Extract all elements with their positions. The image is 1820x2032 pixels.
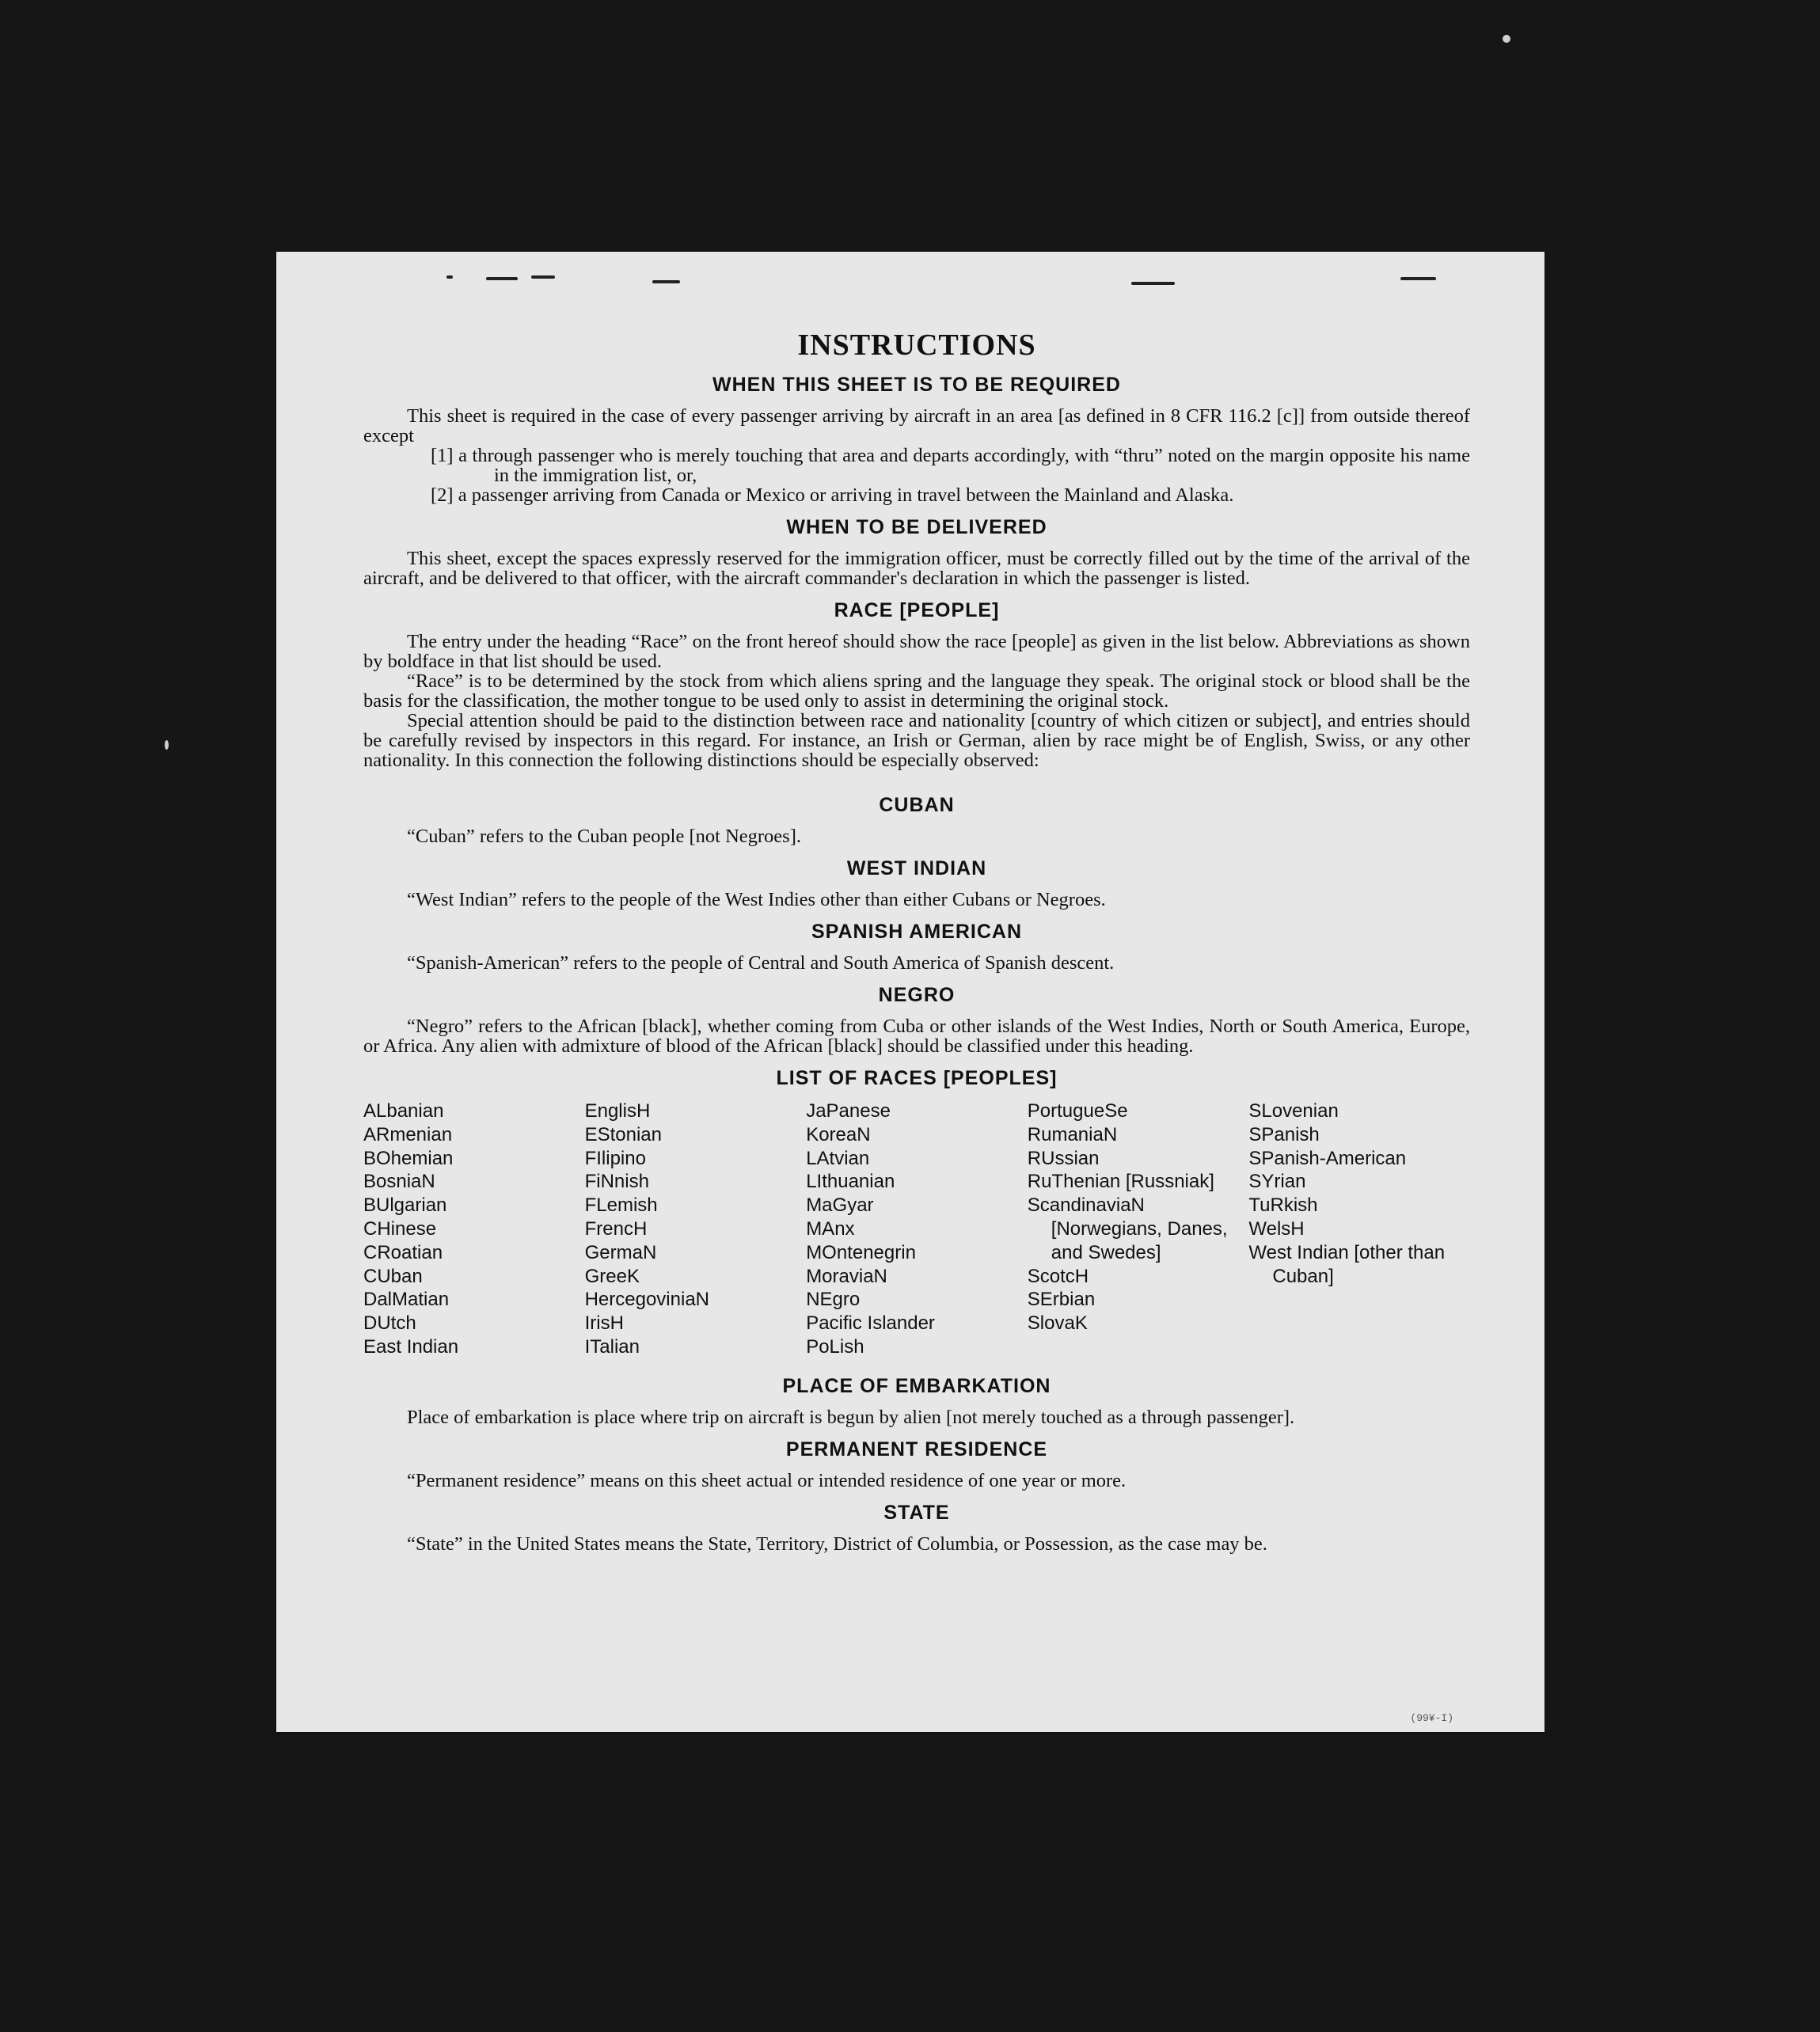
race-entry: BosniaN <box>363 1171 435 1193</box>
heading-permanent-residence: PERMANENT RESIDENCE <box>785 1438 1048 1460</box>
race-entry: LAtvian <box>806 1147 870 1169</box>
race-entry: FiNnish <box>584 1171 649 1193</box>
race-entry: NEgro <box>806 1289 861 1311</box>
embarkation-text: Place of embarkation is place where trip on aircraft is begun by alien [not merely touched as a through passenger]. <box>407 1406 1295 1428</box>
race-entry: RuThenian [Russniak] <box>1027 1171 1214 1193</box>
race-entry: EStonian <box>584 1123 662 1145</box>
exception-item-1: [1] a through passenger who is merely touching that area and departs accordingly, with “thru” noted on the margin opposite his name in the immigration list, or, <box>431 445 1470 486</box>
race-entry: PoLish <box>806 1335 864 1358</box>
race-entry: BOhemian <box>363 1147 454 1169</box>
race-entry: ARmenian <box>363 1123 453 1145</box>
cuban-text: “Cuban” refers to the Cuban people [not Negroes]. <box>407 826 801 847</box>
race-entry: IrisH <box>584 1312 624 1335</box>
scan-speck <box>1503 35 1510 43</box>
races-list <box>363 1100 1470 1359</box>
race-entry: CUban <box>363 1265 423 1287</box>
heading-race: RACE [PEOPLE] <box>834 599 1000 621</box>
document-content <box>363 328 1470 1554</box>
races-column <box>585 1100 807 1359</box>
exception-item-2: [2] a passenger arriving from Canada or Mexico or arriving in travel between the Mainland and Alaska. <box>431 484 1234 506</box>
race-entry: SYrian <box>1248 1171 1306 1193</box>
race-entry: SPanish <box>1248 1123 1320 1145</box>
race-entry: GreeK <box>584 1265 640 1287</box>
heading-state: STATE <box>883 1501 950 1524</box>
race-entry: HercegoviniaN <box>584 1289 709 1311</box>
negro-text: “Negro” refers to the African [black], whether coming from Cuba or other islands of the West Indies, North or South America, Europe, or Africa. Any alien with admixture of blood of the African [black] should be classified under this heading. <box>363 1016 1470 1057</box>
races-column <box>1248 1100 1470 1359</box>
when-delivered-text: This sheet, except the spaces expressly reserved for the immigration officer, must be correctly filled out by the time of the arrival of the aircraft, and be delivered to that officer, with the aircraft commander's declaration in which the passenger is listed. <box>363 548 1470 589</box>
races-column <box>363 1100 585 1359</box>
race-entry: MOntenegrin <box>806 1241 916 1263</box>
west-indian-text: “West Indian” refers to the people of the West Indies other than either Cubans or Negroes. <box>407 889 1106 910</box>
heading-negro: NEGRO <box>878 984 956 1006</box>
race-entry: MoraviaN <box>806 1265 887 1287</box>
heading-list-of-races: LIST OF RACES [PEOPLES] <box>776 1067 1058 1089</box>
race-entry: ITalian <box>584 1335 640 1358</box>
race-entry: SLovenian <box>1248 1100 1339 1122</box>
race-entry: RumaniaN <box>1027 1123 1118 1145</box>
race-entry: MAnx <box>806 1217 855 1240</box>
race-entry: BUlgarian <box>363 1195 447 1217</box>
race-entry: LIthuanian <box>806 1171 895 1193</box>
race-entry: GermaN <box>584 1241 657 1263</box>
race-entry: ScotcH <box>1027 1265 1089 1287</box>
race-entry: DUtch <box>363 1312 416 1335</box>
race-entry: FIlipino <box>584 1147 646 1169</box>
heading-spanish-american: SPANISH AMERICAN <box>811 921 1022 943</box>
race-entry: EnglisH <box>584 1100 651 1122</box>
race-entry: ScandinaviaN [Norwegians, Danes, and Swedes] <box>1027 1195 1228 1263</box>
spanish-american-text: “Spanish-American” refers to the people of Central and South America of Spanish descent. <box>407 952 1115 974</box>
heading-when-delivered: WHEN TO BE DELIVERED <box>786 516 1047 538</box>
race-entry: East Indian <box>363 1335 459 1358</box>
heading-west-indian: WEST INDIAN <box>846 857 987 879</box>
permanent-residence-text: “Permanent residence” means on this sheet actual or intended residence of one year or more. <box>407 1469 1127 1491</box>
race-entry: JaPanese <box>806 1100 891 1122</box>
race-entry: FLemish <box>584 1195 658 1217</box>
race-entry: DalMatian <box>363 1289 450 1311</box>
form-code: (99¥-I) <box>1410 1712 1453 1724</box>
race-entry: SErbian <box>1027 1289 1096 1311</box>
when-required-intro: This sheet is required in the case of every passenger arriving by aircraft in an area [as defined in 8 CFR 116.2 [c]] from outside thereof except <box>363 405 1470 446</box>
race-entry: CHinese <box>363 1217 437 1240</box>
race-entry: FrencH <box>584 1217 648 1240</box>
scan-speck <box>165 740 169 750</box>
scan-artifacts <box>276 275 1545 307</box>
races-column <box>806 1100 1028 1359</box>
races-column <box>1028 1100 1249 1359</box>
race-entry: ALbanian <box>363 1100 444 1122</box>
state-text: “State” in the United States means the State, Territory, District of Columbia, or Possession, as the case may be. <box>407 1533 1267 1555</box>
document-page <box>276 252 1545 1732</box>
race-paragraph-2: “Race” is to be determined by the stock from which aliens spring and the language they speak. The original stock or blood shall be the basis for the classification, the mother tongue to be used only to assist in determining the original stock. <box>363 670 1470 712</box>
heading-embarkation: PLACE OF EMBARKATION <box>782 1374 1051 1397</box>
race-entry: West Indian [other than Cuban] <box>1248 1241 1446 1287</box>
race-entry: MaGyar <box>806 1195 874 1217</box>
heading-cuban: CUBAN <box>879 794 955 816</box>
race-entry: PortugueSe <box>1027 1100 1128 1122</box>
document-title: INSTRUCTIONS <box>797 329 1036 362</box>
race-entry: KoreaN <box>806 1123 871 1145</box>
race-paragraph-3: Special attention should be paid to the distinction between race and nationality [country of which citizen or subject], and entries should be carefully revised by inspectors in this regard. For instance, an Irish or German, alien by race might be of English, Swiss, or any other nationality. In this connection the following distinctions should be especially observed: <box>363 710 1470 771</box>
race-entry: TuRkish <box>1248 1195 1318 1217</box>
race-paragraph-1: The entry under the heading “Race” on the front hereof should show the race [people] as given in the list below. Abbreviations as shown by boldface in that list should be used. <box>363 631 1470 672</box>
race-entry: SlovaK <box>1027 1312 1088 1335</box>
race-entry: SPanish-American <box>1248 1147 1407 1169</box>
race-entry: WelsH <box>1248 1217 1305 1240</box>
race-entry: RUssian <box>1027 1147 1100 1169</box>
race-entry: Pacific Islander <box>806 1312 935 1335</box>
race-entry: CRoatian <box>363 1241 443 1263</box>
heading-when-required: WHEN THIS SHEET IS TO BE REQUIRED <box>712 374 1121 396</box>
